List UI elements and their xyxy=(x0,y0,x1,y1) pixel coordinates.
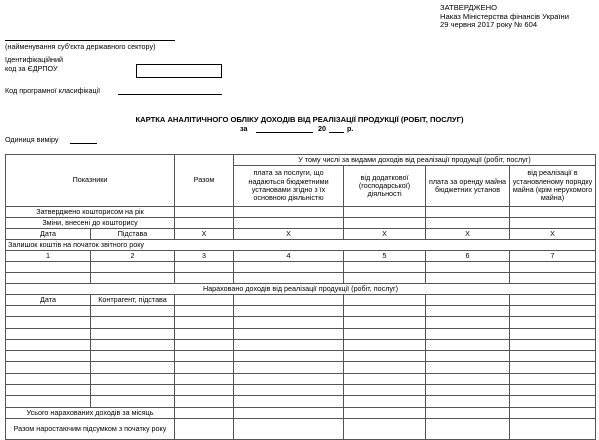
table-row xyxy=(6,339,596,350)
table-row xyxy=(6,396,596,407)
table-row xyxy=(6,317,596,328)
table-row xyxy=(6,229,596,240)
column-number: 4 xyxy=(234,251,344,262)
edrpou-label-2: код за ЄДРПОУ xyxy=(5,64,58,73)
column-number: 3 xyxy=(175,251,234,262)
table-row xyxy=(6,407,596,418)
header-date: Дата xyxy=(6,295,91,306)
row-label-changes: Зміни, внесені до кошторису xyxy=(6,218,175,229)
header-rent-income: плата за оренду майна бюджетних установ xyxy=(426,166,510,207)
table-row xyxy=(6,262,596,273)
x-mark: X xyxy=(510,229,596,240)
x-mark: X xyxy=(234,229,344,240)
edrpou-label-1: Ідентифікаційний xyxy=(5,55,64,64)
row-label-balance: Залишок коштів на початок звітного року xyxy=(6,240,596,251)
approval-block xyxy=(440,4,569,30)
x-mark: X xyxy=(426,229,510,240)
header-additional-activity: від додаткової (господарської) діяльності xyxy=(344,166,426,207)
column-number: 1 xyxy=(6,251,91,262)
period-year-prefix: 20 xyxy=(318,124,326,133)
header-services-income: плата за послуги, що надаються бюджетними установами згідно з їх основною діяльністю xyxy=(234,166,344,207)
section-accrued: Нараховано доходів від реалізації продукції (робіт, послуг) xyxy=(6,284,596,295)
period-suffix: р. xyxy=(347,124,354,133)
program-code-line[interactable] xyxy=(118,94,222,95)
page-title: КАРТКА АНАЛІТИЧНОГО ОБЛІКУ ДОХОДІВ ВІД РЕАЛІЗАЦІЇ ПРОДУКЦІЇ (РОБІТ, ПОСЛУГ) xyxy=(135,115,464,124)
period-prefix: за xyxy=(240,124,248,133)
row-label-date: Дата xyxy=(6,229,91,240)
x-mark: X xyxy=(344,229,426,240)
unit-label: Одиниця виміру xyxy=(5,135,59,144)
x-mark: X xyxy=(175,229,234,240)
table-row xyxy=(6,240,596,251)
row-label-cumulative: Разом наростаючим підсумком з початку року xyxy=(6,418,175,439)
table-row xyxy=(6,306,596,317)
header-property-sale: від реалізації в установленому порядку майна (крім нерухомого майна) xyxy=(510,166,596,207)
edrpou-field[interactable] xyxy=(136,64,222,78)
approval-date: 29 червня 2017 року № 604 xyxy=(440,20,538,30)
column-number: 2 xyxy=(91,251,175,262)
header-income-types: У тому числі за видами доходів від реалізації продукції (робіт, послуг) xyxy=(234,155,596,166)
table-row xyxy=(6,385,596,396)
table-row xyxy=(6,328,596,339)
table-row xyxy=(6,418,596,439)
column-number: 6 xyxy=(426,251,510,262)
row-label-month-total: Усього нарахованих доходів за місяць xyxy=(6,407,175,418)
header-counterparty: Контрагент, підстава xyxy=(91,295,175,306)
entity-name-line[interactable] xyxy=(5,40,175,41)
accounting-card-table xyxy=(5,154,596,440)
column-numbers-row xyxy=(6,251,596,262)
approval-heading: ЗАТВЕРДЖЕНО xyxy=(440,3,497,12)
period-year-line[interactable] xyxy=(329,132,344,133)
unit-line[interactable] xyxy=(70,143,97,144)
column-number: 7 xyxy=(510,251,596,262)
table-row xyxy=(6,218,596,229)
header-indicators: Показники xyxy=(6,155,175,207)
table-row xyxy=(6,295,596,306)
period-date-line[interactable] xyxy=(256,132,313,133)
table-row xyxy=(6,362,596,373)
table-row xyxy=(6,273,596,284)
approval-order: Наказ Міністерства фінансів України xyxy=(440,11,569,21)
header-total: Разом xyxy=(175,155,234,207)
table-row xyxy=(6,207,596,218)
entity-caption: (найменування суб'єкта державного сектору) xyxy=(5,42,156,51)
table-row xyxy=(6,373,596,384)
program-label: Код програмної класифікації xyxy=(5,86,101,95)
row-label-approved: Затверджено кошторисом на рік xyxy=(6,207,175,218)
table-row xyxy=(6,351,596,362)
column-number: 5 xyxy=(344,251,426,262)
row-label-basis: Підстава xyxy=(91,229,175,240)
section-row xyxy=(6,284,596,295)
